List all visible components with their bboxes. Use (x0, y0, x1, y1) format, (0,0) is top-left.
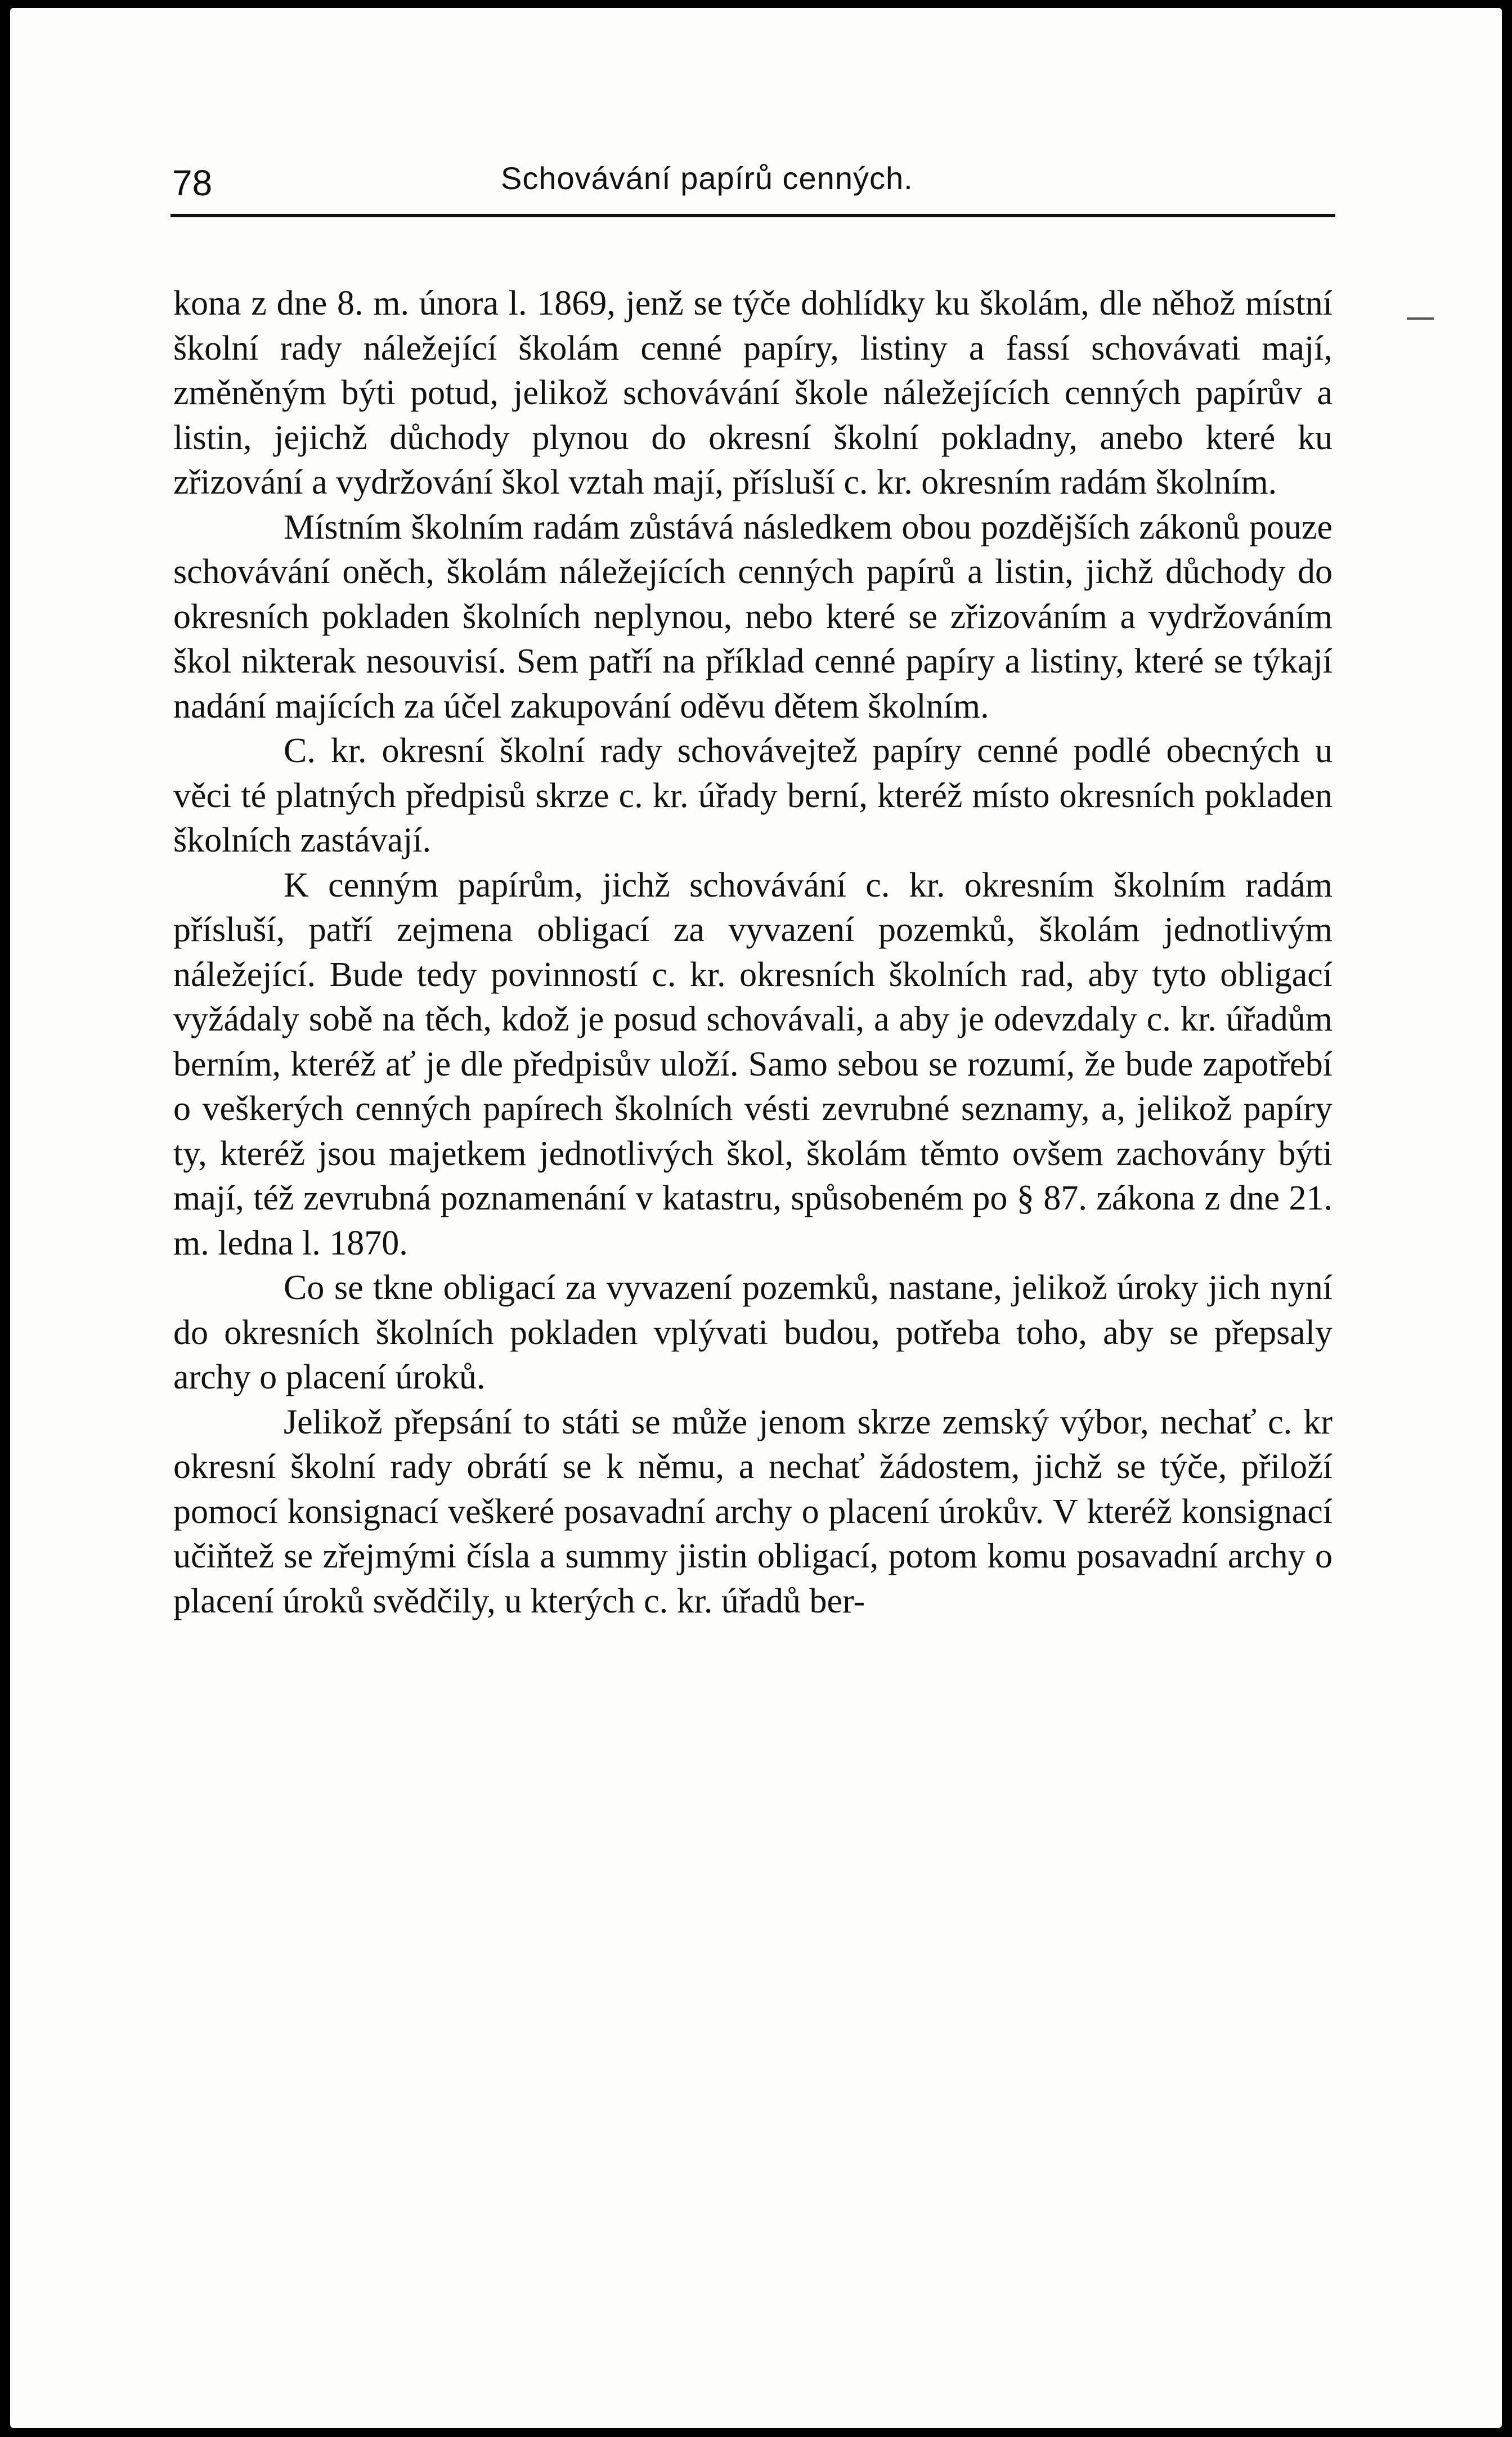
paragraph-1: kona z dne 8. m. února l. 1869, jenž se týče dohlídky ku školám, dle něhož místní školní rady náležející školám cenné papíry, listiny a fassí schovávati mají, změněným býti potud, jelikož schovávání škole náležejících cenných papírův a listin, jejichž důchody plynou do okresní školní pokladny, anebo které ku zřizování a vydržování škol vztah mají, přísluší c. kr. okresním radám školním. (173, 284, 1332, 501)
margin-mark (1407, 317, 1434, 320)
paragraph-4: K cenným papírům, jichž schovávání c. kr. okresním školním radám přísluší, patří zejmena obligací za vyvazení pozemků, školám jednotlivým náležející. Bude tedy povinností c. kr. okresních školních rad, aby tyto obligací vyžádaly sobě na těch, kdož je posud schovávali, a aby je odevzdaly c. kr. úřadům berním, kteréž ať je dle předpisův uloží. Samo sebou se rozumí, že bude zapotřebí o veškerých cenných papírech školních vésti zevrubné seznamy, a, jelikož papíry ty, kteréž jsou majetkem jednotlivých škol, školám těmto ovšem zachovány býti mají, též zevrubná poznamenání v katastru, spůsobeném po § 87. zákona z dne 21. m. ledna l. 1870. (173, 866, 1332, 1262)
paragraph-6: Jelikož přepsání to státi se může jenom skrze zemský výbor, nechať c. kr okresní školní rady obrátí se k němu, a nechať žádostem, jichž se týče, přiloží pomocí konsignací veškeré posavadní archy o placení úrokův. V kteréž konsignací učiňtež se zřejmými čísla a summy jistin obligací, potom komu posavadní archy o placení úroků svědčily, u kterých c. kr. úřadů ber- (173, 1403, 1332, 1620)
book-page (10, 8, 1502, 2428)
page-number: 78 (172, 163, 213, 203)
body-text (173, 281, 1332, 1624)
paragraph-2: Místním školním radám zůstává následkem obou pozdějších zákonů pouze schovávání oněch, školám náležejících cenných papírů a listin, jichž důchody do okresních pokladen školních neplynou, nebo které se zřizováním a vydržováním škol nikterak nesouvisí. Sem patří na příklad cenné papíry a listiny, které se týkají nadání majících za účel zakupování oděvu dětem školním. (173, 508, 1332, 725)
paragraph-5: Co se tkne obligací za vyvazení pozemků, nastane, jelikož úroky jich nyní do okresních školních pokladen vplývati budou, potřeba toho, aby se přepsaly archy o placení úroků. (173, 1269, 1332, 1396)
running-title: Schovávání papírů cenných. (501, 160, 913, 196)
header-rule (171, 214, 1335, 217)
paragraph-3: C. kr. okresní školní rady schovávejtež papíry cenné podlé obecných u věci té platných předpisů skrze c. kr. úřady berní, kteréž místo okresních pokladen školních zastávají. (173, 732, 1332, 859)
running-header (163, 159, 1334, 204)
